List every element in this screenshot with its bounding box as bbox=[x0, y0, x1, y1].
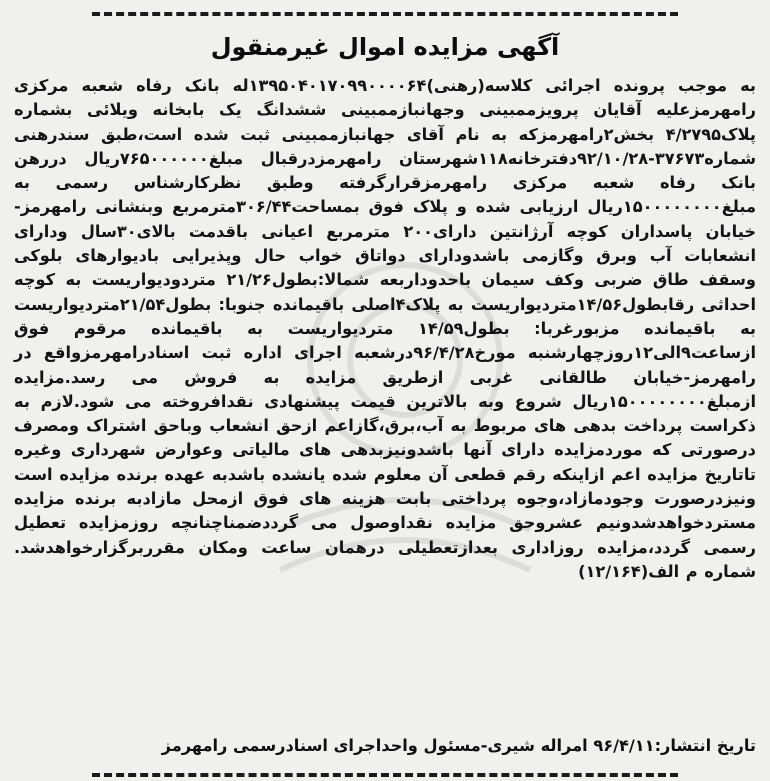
notice-footer: تاریخ انتشار:۹۶/۴/۱۱ امراله شیری-مسئول واحداجرای اسنادرسمی رامهرمز bbox=[161, 736, 756, 755]
notice-title: آگهی مزایده اموال غیرمنقول bbox=[210, 33, 560, 61]
bottom-dashed-rule bbox=[92, 773, 678, 777]
notice-body: به موجب پرونده اجرائی کلاسه(رهنی)۱۳۹۵۰۴۰۱۷۰۹۹۰۰۰۰۶۴له بانک رفاه شعبه مرکزی رامهرمزعلیه آقایان پرویزممبینی وجهانبازممبینی ششدانگ یک بابخانه ویلائی بشماره پلاک۴/۲۷۹۵ بخش۲رامهرمزکه به نام آقای جهانبازممبینی ثبت شده است،طبق سندرهنی شماره۳۷۶۷۳-۹۲/۱۰/۲۸دفترخانه۱۱۸شهرستان رامهرمزدرقبال مبلغ۷۶۵۰۰۰۰۰۰ریال دررهن بانک رفاه شعبه مرکزی رامهرمزقرارگرفته وطبق نظرکارشناس رسمی به مبلغ۱۵۰۰۰۰۰۰۰۰ریال ارزیابی شده و پلاک فوق بمساحت۳۰۶/۴۴مترمربع وبنشانی رامهرمز-خیابان پاسداران کوچه آرژانتین دارای۲۰۰ مترمربع اعیانی باقدمت بالای۳۰سال ودارای انشعابات آب وبرق وگازمی باشدودارای دواتاق خواب حال وپذیرایی بادیوارهای بلوکی وسقف طاق ضربی وکف سیمان باحدوداربعه شمالا:بطول۲۱/۲۶ متردودیواریست به کوچه احداثی رقابطول۱۴/۵۶متردیواریست به پلاک۴اصلی باقیمانده جنوبا: بطول۲۱/۵۴متردیواریست به باقیمانده مزبورغربا: بطول۱۴/۵۹ متردیواریست به باقیمانده مرقوم فوق ازساعت۹الی۱۲روزچهارشنبه مورخ۹۶/۴/۲۸درشعبه اجرای اداره ثبت اسنادرامهرمزواقع در رامهرمز-خیابان طالقانی غربی ازطریق مزایده به فروش می رسد.مزایده ازمبلغ۱۵۰۰۰۰۰۰۰۰ریال شروع وبه بالاترین قیمت پیشنهادی نقدافروخته می شود.لازم به ذکراست پرداخت بدهی های مربوط به آب،برق،گازاعم ازحق انشعاب وباحق اشتراک ومصرف درصورتی که موردمزایده دارای آنها باشدونیزبدهی های مالیاتی وعوارض شهرداری وغیره تاتاریخ مزایده اعم ازاینکه رقم قطعی آن معلوم شده یانشده باشدبه عهده برنده مزایده است ونیزدرصورت وجودمازاد،وجوه پرداختی بابت هزینه های فوق ازمحل مازادبه برنده مزایده مستردخواهدشدونیم عشروحق مزایده نقداوصول می گرددضمناچنانچه روزمزایده تعطیل رسمی گردد،مزایده روزاداری بعدازتعطیلی درهمان ساعت ومکان مقرربرگزارخواهدشد. شماره م الف(۱۲/۱۶۴) bbox=[14, 76, 756, 581]
top-dashed-rule bbox=[92, 12, 678, 16]
